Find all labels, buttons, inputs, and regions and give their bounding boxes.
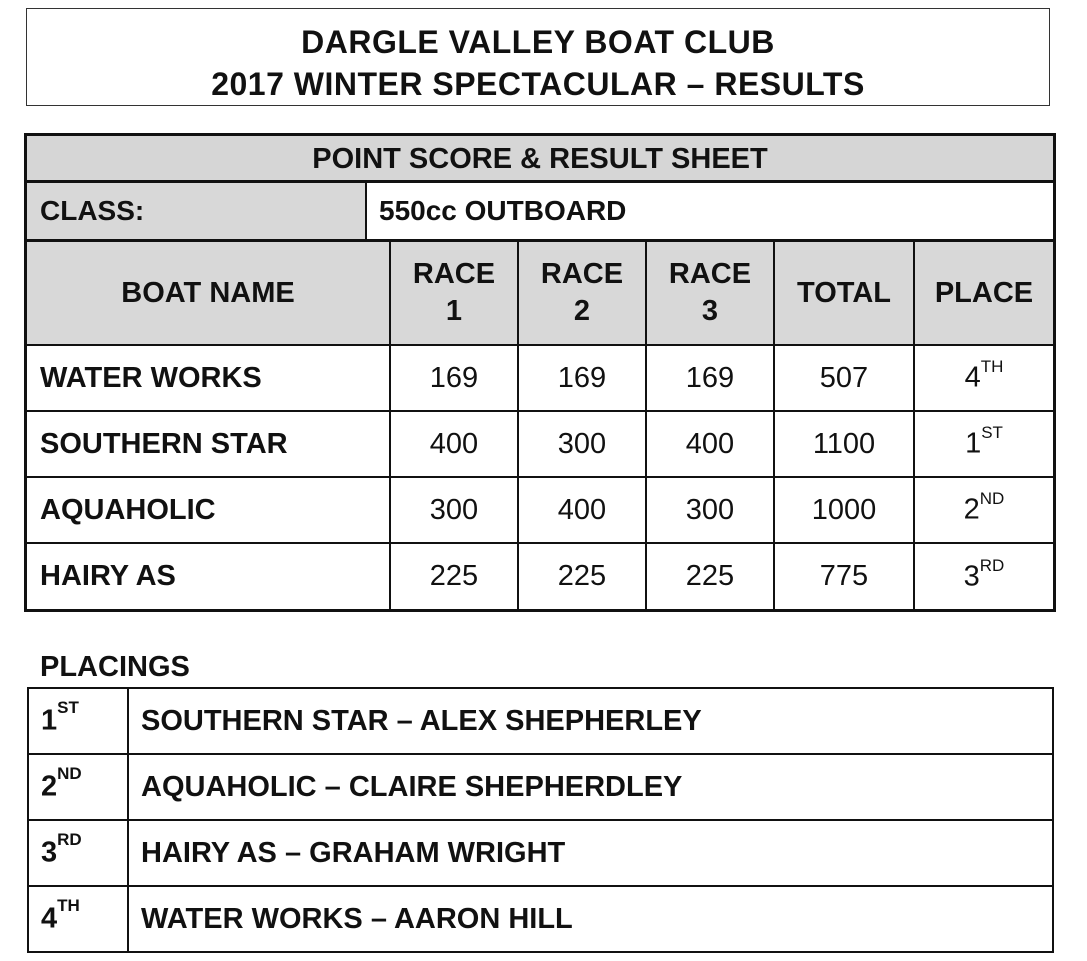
col-header-race-1 — [390, 242, 518, 345]
table-row — [27, 411, 1053, 477]
table-row — [27, 477, 1053, 543]
total-score: 1000 — [774, 477, 914, 543]
place-number: 3 — [963, 560, 980, 593]
placing-number: 4 — [41, 902, 58, 935]
class-label: CLASS: — [27, 183, 367, 239]
total-score: 1100 — [774, 411, 914, 477]
boat-name-cell: SOUTHERN STAR — [27, 411, 390, 477]
col-header-race-2 — [518, 242, 646, 345]
list-item — [28, 688, 1053, 754]
race-3-score: 300 — [646, 477, 774, 543]
placing-position — [28, 688, 128, 754]
placing-ordinal-suffix: TH — [57, 896, 80, 916]
table-row — [27, 345, 1053, 411]
col-header-boat: BOAT NAME — [27, 242, 390, 345]
boat-name-cell: AQUAHOLIC — [27, 477, 390, 543]
place-number: 1 — [965, 427, 982, 460]
race-1-score: 169 — [390, 345, 518, 411]
results-table — [27, 242, 1053, 609]
placing-position — [28, 886, 128, 952]
race-3-score: 169 — [646, 345, 774, 411]
placing-position — [28, 820, 128, 886]
placing-position — [28, 754, 128, 820]
col-header-total: TOTAL — [774, 242, 914, 345]
class-row — [27, 183, 1053, 242]
sheet-header: POINT SCORE & RESULT SHEET — [27, 136, 1053, 183]
col-header-race-3 — [646, 242, 774, 345]
place-ordinal-suffix: RD — [979, 555, 1005, 575]
race-3-score: 225 — [646, 543, 774, 609]
placing-boat-skipper: WATER WORKS – AARON HILL — [128, 886, 1053, 952]
race-1-score: 225 — [390, 543, 518, 609]
col-header-race-3-word: RACE — [668, 258, 752, 290]
club-name: DARGLE VALLEY BOAT CLUB — [301, 24, 775, 60]
race-2-score: 225 — [518, 543, 646, 609]
class-value: 550cc OUTBOARD — [379, 195, 627, 226]
col-header-race-1-number: 1 — [445, 295, 463, 327]
race-2-score: 169 — [518, 345, 646, 411]
placing-number: 2 — [41, 770, 58, 803]
total-score: 775 — [774, 543, 914, 609]
place-number: 4 — [964, 361, 981, 394]
col-header-race-2-word: RACE — [540, 258, 624, 290]
race-2-score: 300 — [518, 411, 646, 477]
placings-heading: PLACINGS — [40, 651, 190, 683]
placings-table — [27, 687, 1054, 953]
race-2-score: 400 — [518, 477, 646, 543]
placing-boat-skipper: AQUAHOLIC – CLAIRE SHEPHERDLEY — [128, 754, 1053, 820]
document-title-box — [26, 8, 1050, 106]
race-1-score: 400 — [390, 411, 518, 477]
placing-ordinal-suffix: ND — [57, 764, 82, 784]
boat-name-cell: WATER WORKS — [27, 345, 390, 411]
place-cell — [914, 411, 1053, 477]
place-cell — [914, 477, 1053, 543]
place-ordinal-suffix: TH — [980, 357, 1004, 377]
list-item — [28, 820, 1053, 886]
placing-ordinal-suffix: RD — [57, 830, 82, 850]
placing-boat-skipper: HAIRY AS – GRAHAM WRIGHT — [128, 820, 1053, 886]
list-item — [28, 754, 1053, 820]
boat-name-cell: HAIRY AS — [27, 543, 390, 609]
place-number: 2 — [963, 493, 980, 526]
race-3-score: 400 — [646, 411, 774, 477]
col-header-place: PLACE — [914, 242, 1053, 345]
placing-number: 1 — [41, 704, 58, 737]
point-score-sheet — [24, 133, 1056, 612]
placing-ordinal-suffix: ST — [57, 698, 79, 718]
placing-boat-skipper: SOUTHERN STAR – ALEX SHEPHERLEY — [128, 688, 1053, 754]
place-ordinal-suffix: ND — [979, 489, 1005, 509]
table-row — [27, 543, 1053, 609]
total-score: 507 — [774, 345, 914, 411]
place-cell — [914, 345, 1053, 411]
results-header-row — [27, 242, 1053, 345]
col-header-race-3-number: 3 — [701, 295, 719, 327]
place-cell — [914, 543, 1053, 609]
placing-number: 3 — [41, 836, 58, 869]
place-ordinal-suffix: ST — [981, 423, 1003, 443]
race-1-score: 300 — [390, 477, 518, 543]
list-item — [28, 886, 1053, 952]
col-header-race-1-word: RACE — [412, 258, 496, 290]
event-title: 2017 WINTER SPECTACULAR – RESULTS — [211, 66, 865, 102]
col-header-race-2-number: 2 — [573, 295, 591, 327]
